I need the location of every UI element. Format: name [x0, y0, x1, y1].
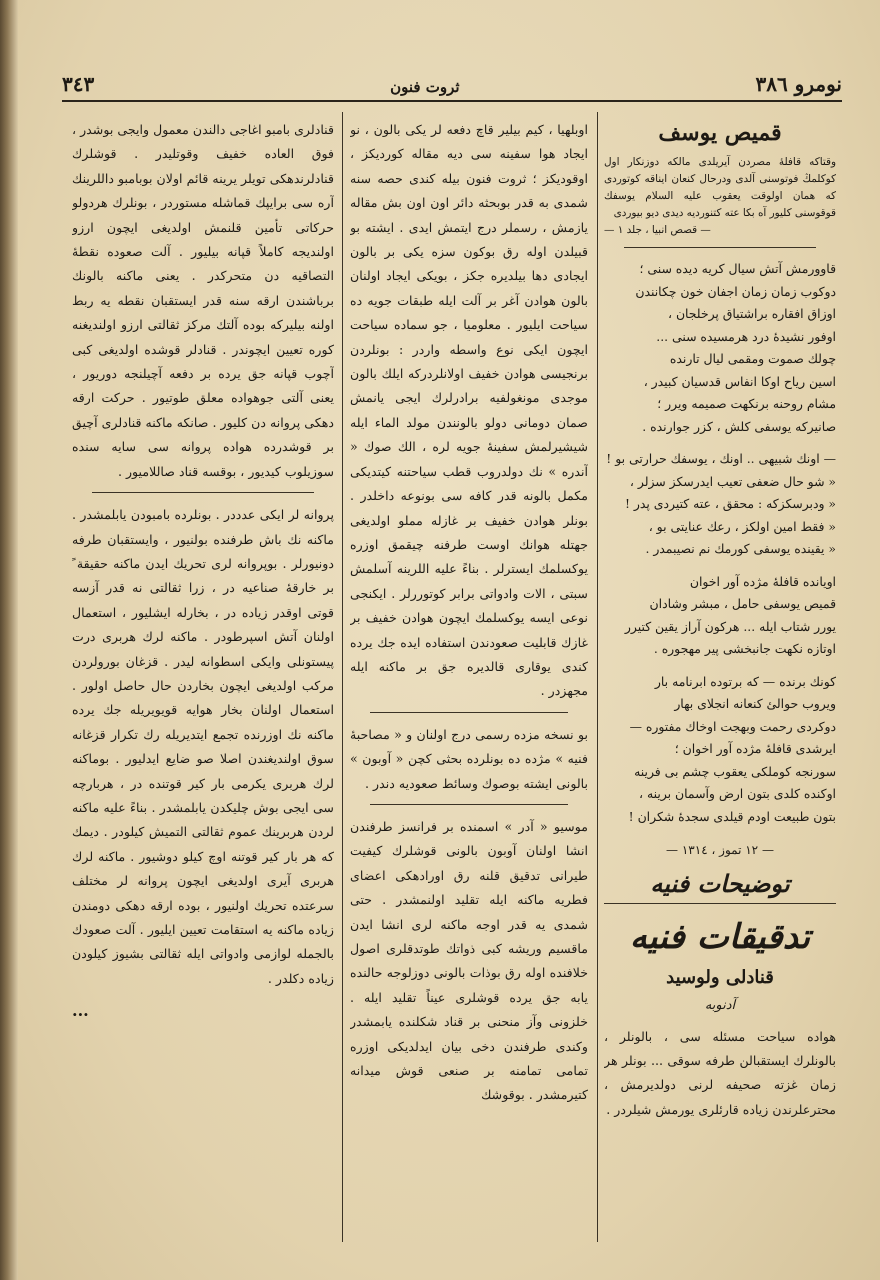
issue-number: نومرو ٣٨٦ [755, 72, 842, 96]
verse-line: اسين رياح اوكا انفاس قدسيان كبيدر ، [643, 373, 836, 389]
separator [370, 804, 568, 805]
verse-line: « شو حال ضعفى تعيب ايدرسكز سزلر ، [629, 473, 836, 489]
end-mark: ... [72, 1001, 89, 1021]
verse-line: اويانده قافلهٔ مژده آور اخوان [689, 573, 836, 589]
paragraph: موسيو « آدر » اسمنده بر فرانسز طرفندن انشا اولنان آوبون بالونى قوشلرك كيفيت طيرانى تدقيق قلنه رق اورادهكى اعضاى فطريه ماكنه ايله تقليد اولنمشدر . حتى شمدى يه قدر اوجه ماكنه لرى انشا ايدن ماقسيم وريشه كبى ذواتك طوتدقلرى اصول خلافنده اوله رق بوذات بالونى دوزلوجه حالنده يابه جق يرده قوشلرى عيناً تقليد ايله . خلزونى وآز منحنى بر قناد شكلنده يابمشدر وكندى طرفندن دخى بيان ايدلديكى اوزره تمامى تمامنه بر صنعى قوش ميدانه كتيرمشدر . بوقوشك [350, 818, 588, 1103]
page-header [62, 62, 842, 102]
text-frame [62, 104, 842, 1254]
epigraph-text: وقتاكه قافلهٔ مصردن آيريلدى مالكه دوزنكار اول كوكلمڭ فوتوسنى آلدى ودرحال كنعان ايناقه كوتوردى كه همان اولوقت يعقوب عليه السلام يوسفك قوقوسنى كليور آه بكا عته كتنورديه ديدى ديو بيوردى [604, 156, 836, 219]
poem-epigraph [604, 154, 836, 239]
verse-line: قميص يوسفى حامل ، مبشر وشادان [649, 596, 836, 611]
verse-line: كونك برنده — كه برتوده ابرنامه بار [654, 673, 836, 689]
poem-stanza [604, 671, 836, 829]
paragraph: قنادلرى بامبو اغاجى دالندن معمول وايجى بوشدر ، فوق العاده خفيف وقوتليدر . قوشلرك قنادلرندهكى تويلر يرينه قائم اولان بوبامبو داللرينك آره سى برايپك قماشله مستوردر ، بونلرك هردولو حركاتى تأمين قلنمش اولديغى ايچون ارزو اولنديجه كاملاً قپانه بيليور . آلت صعوده نقطهٔ التصاقيه دن متحركدر . يعنى ماكنه بالونك برباشندن ارقه سنه قدر ايستقبان نقطه يه ربط اولنه بيليركه بوده آلتك مركز ثقالتى ارزو اولنديغنه كوره تعيين ايچوندر . قنادلر قوشده اولديغى كبى آچوب قپانه جق يرده بر دفعه آچيلنجه دوريور ، يعنى آلتى جوهواده معلق طوتيور . حركت ارقه دهكى پروانه دن كليور . صانكه ماكنه قنادلرى آچيق بر قوشدرده هواده پروانه سى سايه سنده سوزيلوب كيديور ، بوقسه قناد صاللاميور . [72, 122, 334, 479]
verse-line: « ودبرسكزكه : محقق ، عته كتيردى پدر ! [624, 496, 836, 511]
verse-line: بتون طبيعت اودم قيلدى سجدهٔ شكران ! [628, 808, 836, 824]
separator [624, 247, 816, 248]
verse-line: صانيركه يوسفى كلش ، كزر جوارنده . [642, 418, 836, 434]
poem-stanza [604, 258, 836, 438]
verse-line: « فقط امين اولكز ، رعك عنايتى بو ، [648, 518, 836, 534]
paragraph: اوبلهيا ، كيم بيلير قاچ دفعه لر يكى بالون ، نو ايجاد هوا سفينه سى ديه مقاله كورديكز ، اوقوديكز ؛ ثروت فنون بيله كندى حصه سنه شمدى به قدر بوبحثه دائر اون اون بش مقاله يازمش ، رسملر درج ايتمش ايدى . ايشته بو قبيلدن اوله رق بوكون سزه يكى بر بالون ايجادى دها بيلديره جكز ، بويكى ايجاد اولنان بالون هوادن آغر بر آلت ايله طبقات جويه ده سياحت ايليور . معلوميا ، جو سماده سياحت ايچون ايكى نوع واسطه واردر : بونلردن برنجيسى هوادن خفيف اولانلردركه ايلك بالون موجدى مونغولفيه برادرلرك ايجى يانمش صمان دومانى دولو بالونندن مولد الماء ايله شيشيرلمش سفينهٔ جويه لره ، الك صوك « آندره » نك دولدروب قطب سياحتنه كيتديكى مكمل بالونه قدر كافه سى بونوعه داخلدر . بونلر هوادن خفيف بر غازله مملو اولديغى جهتله هوانك اوست طرفنه چيقمق اوزره يوكسلمك ايسترلر . بناءً عليه اللرينه آسلمش سبتى ، الات وادواتى برابر كوتوررلر . ايكنجى نوعى ايسه يوكسلمك ايچون هوادن خفيف بر غازك قابليت صعودندن استفاده ايده جك يرده كندى يوقارى قالديره جق بر ماكنه ايله مجهزدر . [350, 122, 588, 699]
journal-title: ثروت فنون [390, 78, 460, 96]
verse-line: ويروب حوالئ كنعانه انجلاى بهار [674, 696, 836, 711]
verse-line: — اونك شبيهى .. اونك ، يوسفك حرارتى بو ! [606, 451, 836, 466]
separator [370, 712, 568, 713]
page-number: ٣٤٣ [62, 72, 95, 96]
verse-line: چولك صموت ومقمى ليال تارنده [669, 351, 836, 366]
verse-line: ايرشدى قافلهٔ مژده آور اخوان ؛ [674, 741, 836, 756]
article-author: آدنوبه [704, 998, 736, 1014]
poem-stanza [604, 571, 836, 661]
column-rule [597, 112, 598, 1242]
poem-title: قميص يوسف [658, 120, 782, 146]
separator [92, 492, 314, 493]
column-middle [350, 118, 588, 1248]
verse-line: اوتازه نكهت جانبخشى پير مهجوره . [653, 641, 836, 656]
verse-line: اوزاق افقاره براشتياق پرخلجان ، [668, 306, 836, 321]
verse-line: يورر شتاب ايله ... هركون آراز يقين كتيرر [624, 618, 836, 634]
verse-line: اوفور نشيدهٔ درد هرمسيده سنى ... [656, 328, 836, 344]
article-intro: هواده سياحت مسئله سى ، بالونلر ، بالونلرك ايستقبالن طرفه سوقى ... بونلر هر زمان غزته صحيفه لرنى دولديرمش ، محترعلرندن زياده قارئلرى يورمش شيلردر . [604, 1028, 836, 1117]
column-right [604, 118, 836, 1248]
verse-line: دوكردى رحمت وبهجت اوخاك مفتوره — [629, 718, 836, 734]
verse-line: قاوورمش آتش سيال كريه ديده سنى ؛ [639, 261, 836, 276]
poem-date: — ١٢ تموز ، ١٣١٤ — [666, 843, 774, 857]
verse-line: مشام روحنه برنكهت صميمه ويرر ؛ [657, 396, 836, 411]
article-title: قنادلى ولوسيد [666, 966, 774, 988]
poem-stanza [604, 448, 836, 561]
column-left [72, 118, 334, 1218]
section-heading-calligraphy: توضيحات فنيه [650, 869, 790, 899]
paragraph: پروانه لر ايكى عدددر . بونلرده بامبودن يابلمشدر . ماكنه نك باش طرفنده بولنيور ، وايستقبان طرفه دونيورلر . بوپروانه لرى تحريك ايدن ماكنه حقيقة ً بر خارقهٔ صناعيه در ، زرا ثقالتى نه قدر آزسه قوتى اوقدر زياده در ، بخارله ايشليور ، استعمال اولنان آتش اسپرطودر . ماكنه لرك هربرى درت پيستونلى وايكى اسطوانه ليدر . قزغان بورولردن مركب اولديغى ايچون بخاردن حال حاصل اولور . استعمال اولنان بخار هوايه قويويريله جك يرده ماكنه نك اوزرنده تجمع ايتديريله رك تكرار قزغانه سوق اولنديغندن اصلا صو ضايع ايدليور . بوماكنه لرك هربرى يكرمى بار كير قوتنده در ، هربارچه سى ايجى بوش چليكدن يابلمشدر . بناءً عليه ماكنه لردن هربرينك عموم ثقالتى التميش كيلودر . ديمك كه هر بار كير قوتنه اوچ كيلو دوشيور . ماكنه لرك هربرى آيرى اولديغى ايچون پروانه لر مختلف سرعتده تحريك اولنيور ، بوده ارقه دهكى دومندن زياده ماكنه يه استقامت تعيين ايليور . آلت صعودك بالجمله لوازمى وادواتى ايله ثقالتى بشيوز كيلودن زياده دكلدر . [72, 507, 334, 986]
verse-line: دوكوب زمان زمان اجفان خون چكانندن [635, 283, 836, 299]
column-rule [342, 112, 343, 1242]
paragraph: بو نسخه مزده رسمى درج اولنان و « مصاحبهٔ فنيه » مژده ده بونلرده بحثى كچن « آوبون » بالونى ايشته بوصوك وسائط صعوديه دندر . [350, 726, 588, 791]
verse-line: سورنجه كوملكى يعقوب چشم بى فرينه [634, 763, 836, 779]
binding-shadow [0, 0, 18, 1280]
verse-line: « يقينده يوسفى كورمك نم نصيبمدر . [645, 541, 836, 556]
epigraph-source: — قصص انبيا ، جلد ١ — [604, 224, 711, 236]
section-banner-calligraphy: تدقيقات فنيه [604, 903, 836, 960]
verse-line: اوكنده كلدى بتون ارض وآسمان برينه ، [639, 786, 836, 801]
